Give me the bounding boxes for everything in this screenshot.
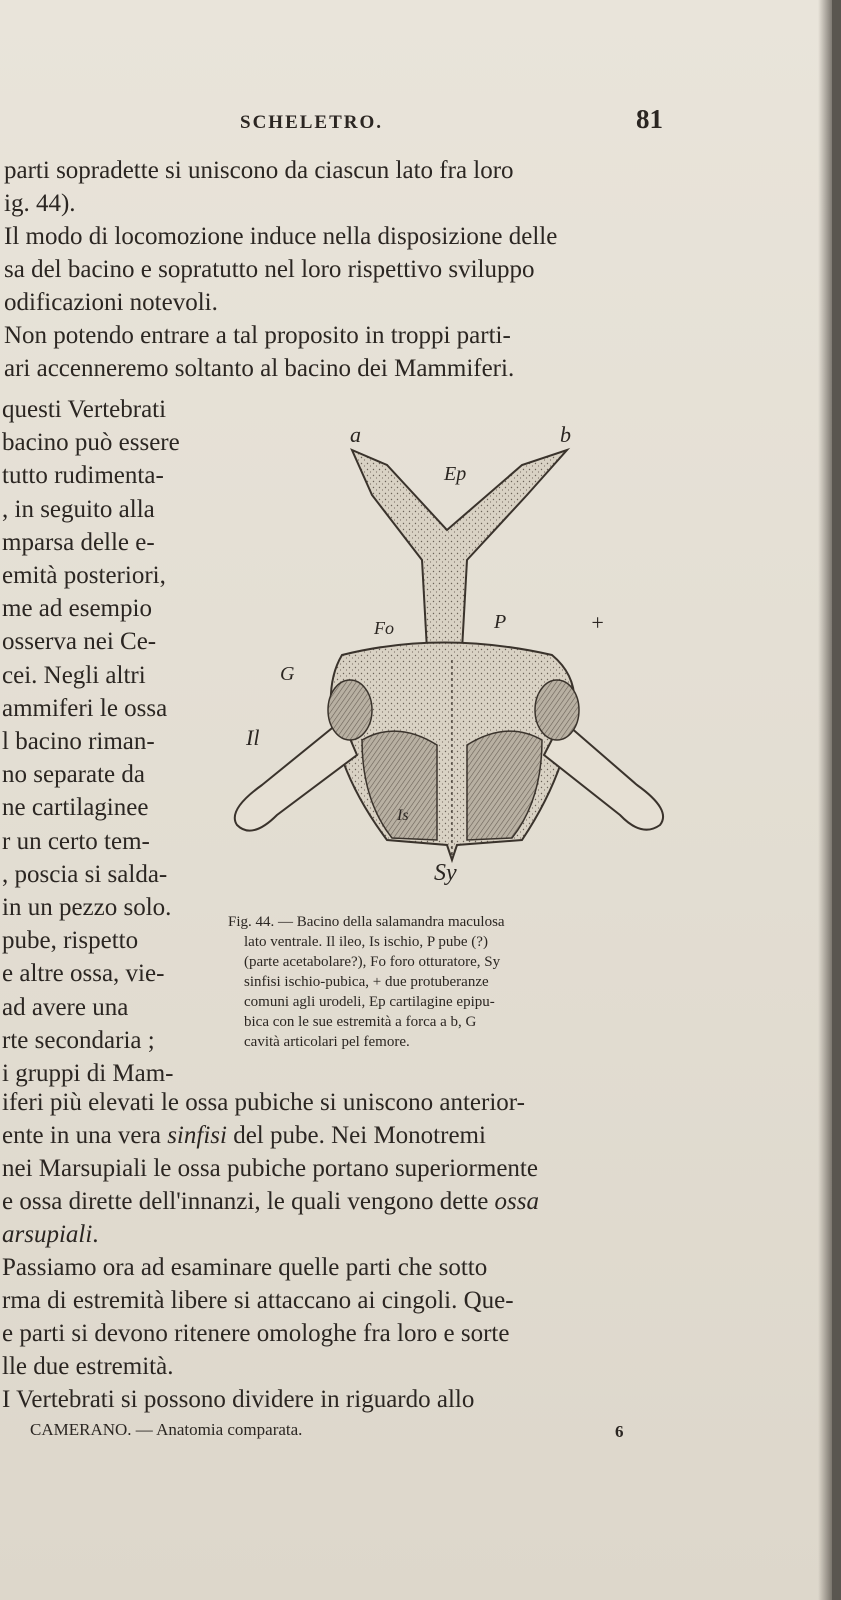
acetabulum-right: [535, 680, 579, 740]
text-run: iferi più elevati le ossa pubiche si uniscono anterior-: [2, 1089, 525, 1116]
footer-signature: CAMERANO. — Anatomia comparata.: [30, 1420, 303, 1439]
acetabulum-left: [328, 680, 372, 740]
text-line: Il modo di locomozione induce nella disposizione delle: [4, 223, 558, 250]
caption-line: lato ventrale. Il ileo, Is ischio, P pube (?): [244, 934, 488, 950]
text-run: nei Marsupiali le ossa pubiche portano superiormente: [2, 1155, 538, 1182]
pelvis-figure: [222, 420, 682, 900]
text-line: [2, 1253, 487, 1283]
italic-term: arsupiali: [2, 1221, 93, 1248]
text-run: .: [92, 1221, 99, 1248]
text-run: rma di estremità libere si attaccano ai cingoli. Que-: [2, 1287, 514, 1314]
text-line: l bacino riman-: [2, 728, 155, 755]
text-line: e altre ossa, vie-: [2, 960, 165, 988]
text-line: sa del bacino e sopratutto nel loro rispettivo sviluppo: [4, 256, 535, 283]
text-line: osserva nei Ce-: [2, 628, 157, 656]
figure-caption: [228, 912, 688, 1052]
text-line: [2, 1121, 486, 1151]
text-line: , poscia si salda-: [2, 860, 168, 888]
text-line: ammiferi le ossa: [2, 694, 168, 722]
text-line: [2, 1319, 509, 1349]
text-line: tutto rudimenta-: [2, 462, 164, 490]
caption-line: cavità articolari pel femore.: [244, 1034, 410, 1050]
figure-label-p: P: [494, 611, 507, 633]
caption-line: (parte acetabolare?), Fo foro otturatore, Sy: [244, 954, 501, 970]
caption-line: comuni agli urodeli, Ep cartilagine epipu-: [244, 994, 495, 1010]
text-line: emità posteriori,: [2, 562, 166, 589]
figure-label-b: b: [560, 422, 571, 447]
text-line: [2, 1088, 525, 1118]
figure-label-g: G: [280, 663, 295, 685]
text-line: bacino può essere: [2, 429, 180, 457]
text-line: mparsa delle e-: [2, 528, 155, 556]
text-line: pube, rispetto: [2, 927, 139, 955]
text-run: Passiamo ora ad esaminare quelle parti che sotto: [2, 1254, 488, 1281]
text-line: me ad esempio: [2, 595, 152, 623]
text-line: i gruppi di Mam-: [2, 1060, 174, 1087]
text-line: Non potendo entrare a tal proposito in troppi parti-: [4, 322, 511, 349]
figure-label-fo: Fo: [374, 618, 394, 638]
text-run: del pube. Nei Monotremi: [226, 1122, 486, 1149]
caption-line: Fig. 44. — Bacino della salamandra maculosa: [228, 914, 505, 930]
text-run: e ossa dirette dell'innanzi, le quali vengono dette: [2, 1188, 495, 1215]
italic-term: sinfisi: [167, 1122, 227, 1149]
text-run: I Vertebrati si possono dividere in riguardo allo: [2, 1386, 475, 1413]
text-line: , in seguito alla: [2, 495, 155, 523]
text-line: cei. Negli altri: [2, 661, 146, 689]
text-line: parti sopradette si uniscono da ciascun lato fra loro: [4, 157, 514, 184]
text-line: questi Vertebrati: [2, 396, 167, 423]
text-line: ig. 44).: [4, 190, 76, 217]
caption-line: bica con le sue estremità a forca a b, G: [244, 1014, 477, 1030]
running-title: SCHELETRO.: [240, 112, 384, 133]
text-line: in un pezzo solo.: [2, 894, 172, 921]
figure-label-sy: Sy: [434, 860, 457, 886]
text-line: ad avere una: [2, 993, 129, 1021]
text-line: [2, 1154, 538, 1184]
text-line: odificazioni notevoli.: [4, 289, 218, 316]
figure-label-ep: Ep: [444, 463, 467, 485]
figure-label-a: a: [350, 422, 361, 447]
text-line: no separate da: [2, 761, 145, 789]
text-run: lle due estremità.: [2, 1353, 174, 1380]
text-line: [2, 1385, 474, 1415]
text-line: [2, 1220, 99, 1250]
page-number: 81: [636, 104, 663, 134]
text-line: ari accenneremo soltanto al bacino dei Mammiferi.: [4, 355, 515, 382]
caption-line: sinfisi ischio-pubica, + due protuberanze: [244, 974, 489, 990]
text-line: [2, 1187, 539, 1217]
text-line: r un certo tem-: [2, 827, 150, 855]
page-edge-shadow: [818, 0, 832, 1600]
figure-label-cross: +: [590, 610, 605, 635]
text-line: rte secondaria ;: [2, 1026, 155, 1054]
text-line: [2, 1286, 514, 1316]
text-run: ente in una vera: [2, 1122, 168, 1149]
text-line: [2, 1352, 173, 1382]
figure-label-il: Il: [246, 725, 260, 750]
text-line: ne cartilaginee: [2, 794, 149, 822]
text-run: e parti si devono ritenere omologhe fra loro e sorte: [2, 1320, 510, 1347]
italic-term: ossa: [494, 1188, 540, 1215]
footer-gathering-mark: 6: [615, 1422, 624, 1441]
figure-label-is: Is: [397, 807, 409, 824]
